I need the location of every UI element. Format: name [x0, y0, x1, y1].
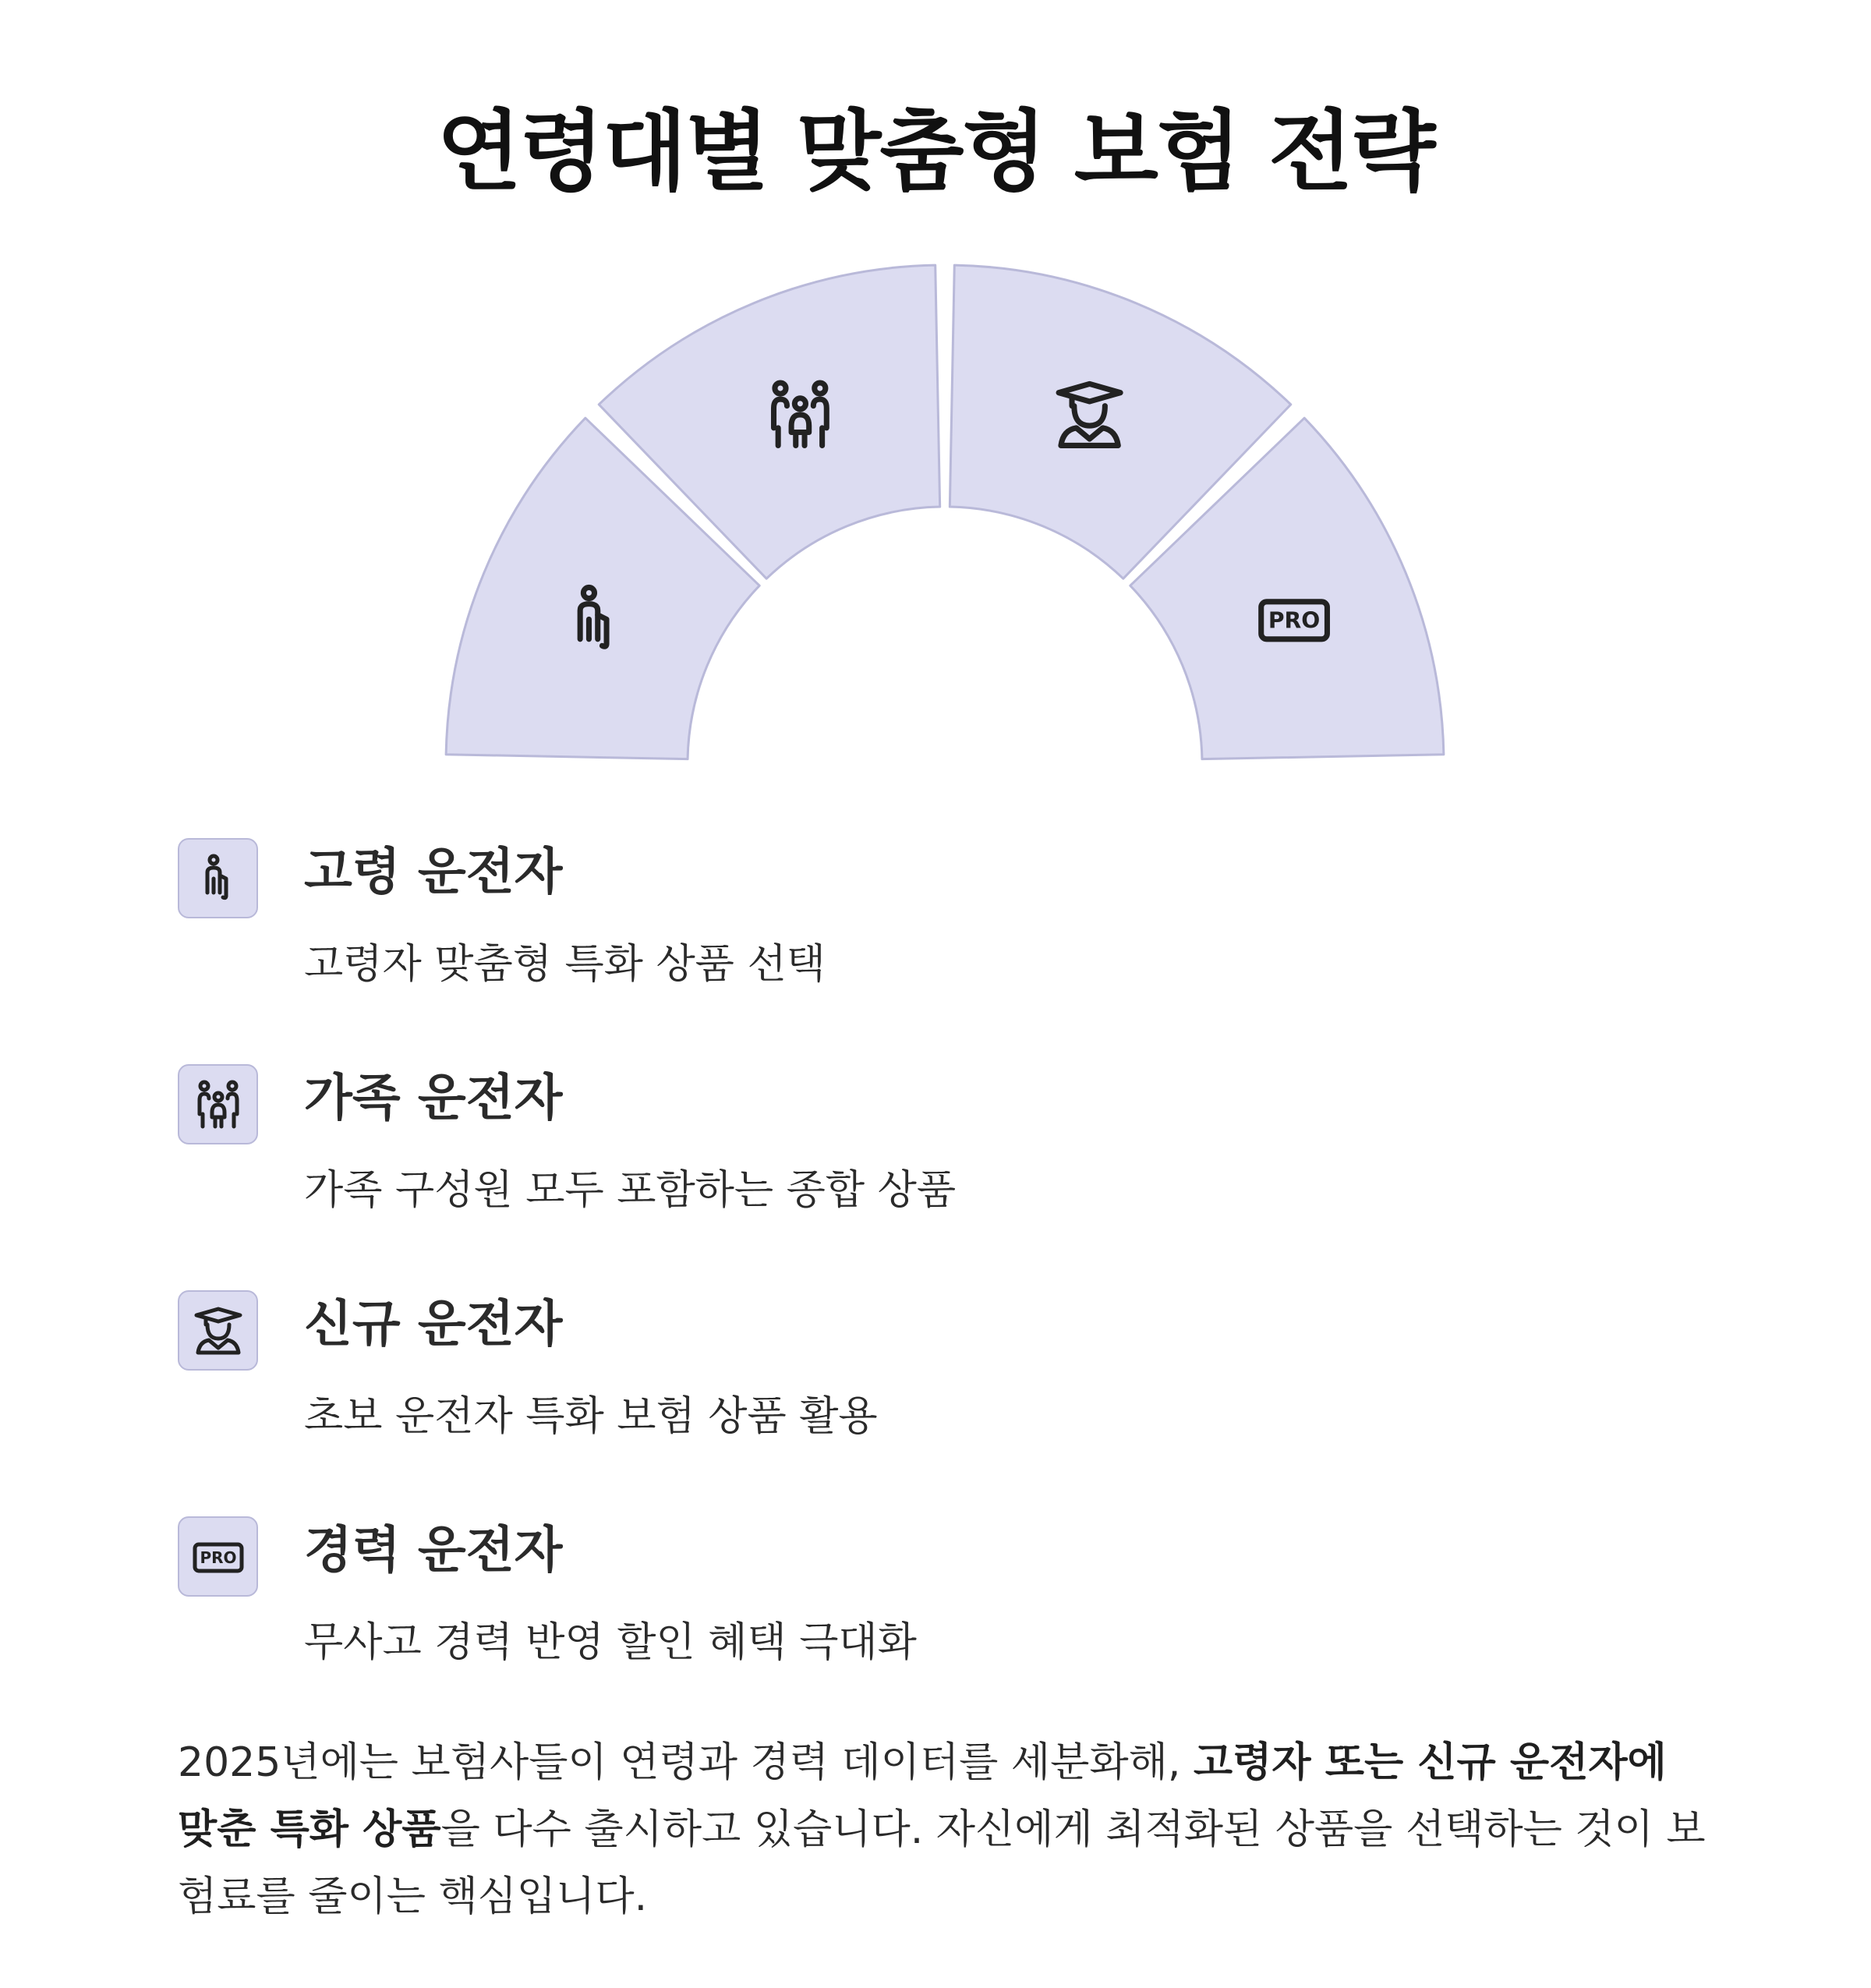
item-title: 가족 운전자: [304, 1070, 563, 1127]
graduate-icon: [178, 1290, 258, 1371]
pro-badge-label: PRO: [200, 1548, 237, 1567]
item-experienced-driver: [178, 1516, 1698, 1703]
item-title: 경력 운전자: [304, 1522, 563, 1579]
pro-badge-icon: [1261, 602, 1328, 639]
item-new-driver: [178, 1290, 1698, 1477]
pro-badge-icon: [178, 1516, 258, 1597]
item-description: 무사고 경력 반영 할인 혜택 극대화: [304, 1619, 917, 1666]
elderly-person-icon: [178, 838, 258, 918]
summary-highlight: 고령자 또는 신규 운전자에 맞춘 특화 상품: [178, 1739, 1667, 1853]
page-title: 연령대별 맞춤형 보험 전략: [437, 101, 1434, 203]
item-description: 고령자 맞춤형 특화 상품 선택: [304, 941, 826, 988]
summary-text: 을 다수 출시하고 있습니다. 자신에게 최적화된 상품을 선택하는 것이 보험료를 줄이는 핵심입니다.: [178, 1806, 1706, 1920]
family-icon: [178, 1064, 258, 1144]
item-title: 신규 운전자: [304, 1296, 563, 1353]
item-description: 초보 운전자 특화 보험 상품 활용: [304, 1393, 878, 1440]
pro-badge-label: PRO: [1268, 607, 1321, 634]
item-description: 가족 구성원 모두 포함하는 종합 상품: [304, 1167, 957, 1214]
item-title: 고령 운전자: [304, 844, 563, 901]
summary-text: 2025년에는 보험사들이 연령과 경력 데이터를 세분화해,: [178, 1739, 1194, 1786]
summary-paragraph: [178, 1729, 1706, 1930]
age-group-fan-diagram: [0, 0, 1871, 787]
item-elderly-driver: [178, 838, 1698, 1025]
item-family-driver: [178, 1064, 1698, 1251]
